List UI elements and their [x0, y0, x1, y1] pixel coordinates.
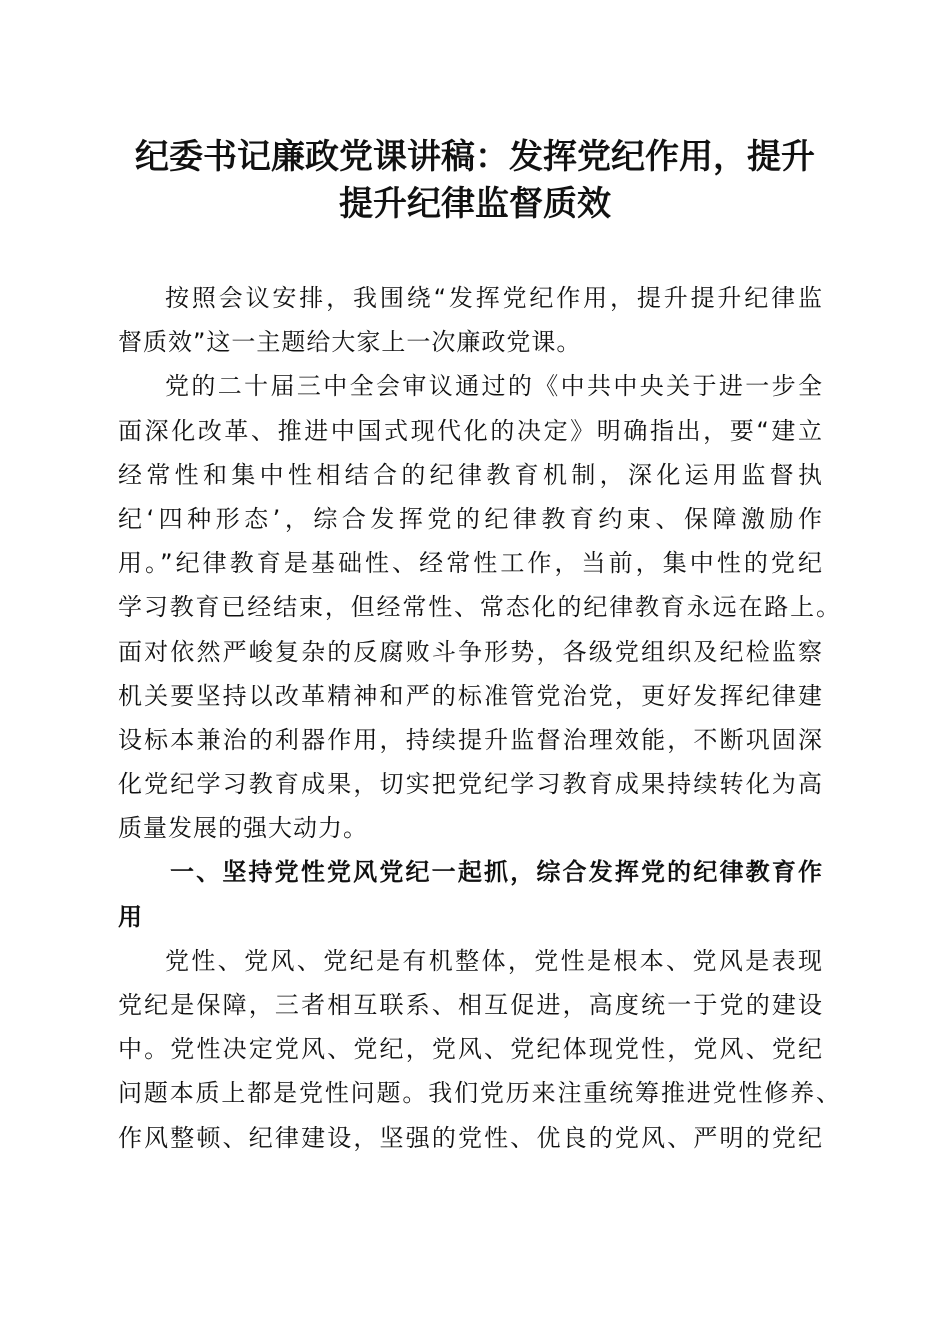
section-heading — [118, 850, 840, 938]
text-line: 学习教育已经结束，但经常性、常态化的纪律教育永远在路上。 — [118, 593, 840, 622]
text-line: 党的二十届三中全会审议通过的《中共中央关于进一步全 — [165, 372, 822, 401]
text-line: 用。”纪律教育是基础性、经常性工作，当前，集中性的党纪 — [118, 549, 822, 578]
title-line: 纪委书记廉政党课讲稿：发挥党纪作用，提升 — [135, 137, 815, 177]
paragraph — [118, 364, 840, 850]
text-line: 问题本质上都是党性问题。我们党历来注重统筹推进党性修养、 — [118, 1079, 840, 1108]
text-line: 按照会议安排，我围绕“发挥党纪作用，提升提升纪律监 — [165, 284, 822, 312]
text-line: 设标本兼治的利器作用，持续提升监督治理效能，不断巩固深 — [118, 725, 822, 754]
text-line: 用 — [118, 902, 143, 931]
text-line: 面深化改革、推进中国式现代化的决定》明确指出，要“建立 — [118, 416, 822, 445]
text-line: 作风整顿、纪律建设，坚强的党性、优良的党风、严明的党纪 — [118, 1123, 822, 1152]
paragraph — [118, 276, 840, 364]
text-line: 党性、党风、党纪是有机整体，党性是根本、党风是表现 — [165, 946, 822, 975]
text-line: 纪‘四种形态’，综合发挥党的纪律教育约束、保障激励作 — [118, 504, 822, 533]
text-line: 面对依然严峻复杂的反腐败斗争形势，各级党组织及纪检监察 — [118, 637, 822, 666]
text-line: 质量发展的强大动力。 — [118, 814, 368, 843]
text-line: 督质效”这一主题给大家上一次廉政党课。 — [118, 328, 582, 357]
text-line: 一、坚持党性党风党纪一起抓，综合发挥党的纪律教育作 — [170, 858, 822, 887]
document-title — [110, 134, 840, 228]
text-line: 经常性和集中性相结合的纪律教育机制，深化运用监督执 — [118, 460, 822, 489]
text-line: 机关要坚持以改革精神和严的标准管党治党，更好发挥纪律建 — [118, 681, 822, 710]
text-line: 党纪是保障，三者相互联系、相互促进，高度统一于党的建设 — [118, 991, 822, 1019]
text-line: 化党纪学习教育成果，切实把党纪学习教育成果持续转化为高 — [118, 770, 822, 799]
paragraph — [118, 939, 840, 1160]
text-line: 中。党性决定党风、党纪，党风、党纪体现党性，党风、党纪 — [118, 1035, 822, 1064]
title-line: 提升纪律监督质效 — [339, 184, 611, 224]
document-body — [118, 276, 840, 1160]
